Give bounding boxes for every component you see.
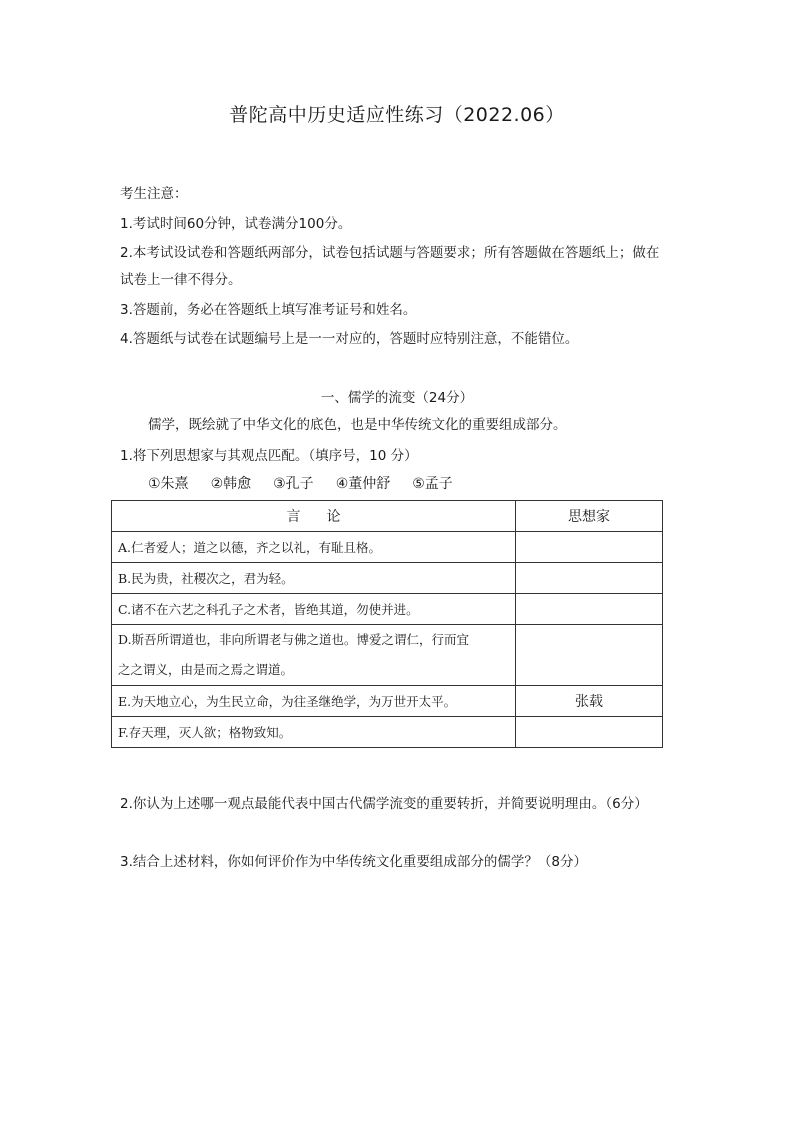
section-intro: 儒学，既绘就了中华文化的底色，也是中华传统文化的重要组成部分。: [148, 417, 567, 433]
quote-cell: F.存天理，灭人欲；格物致知。: [112, 717, 516, 748]
notice-heading: 考生注意：: [120, 186, 188, 202]
table-row: [112, 594, 663, 625]
table-row: [112, 563, 663, 594]
option-2: ②韩愈: [210, 476, 252, 492]
option-4: ④董仲舒: [335, 476, 391, 492]
answer-cell[interactable]: [516, 625, 663, 686]
notice-item-4: 4.答题纸与试卷在试题编号上是一一对应的，答题时应特别注意，不能错位。: [120, 331, 579, 347]
quote-line-2: 之之谓义，由是而之焉之谓道。: [118, 662, 294, 677]
header-quotes: 言论: [112, 501, 516, 532]
notice-item-3: 3.答题前，务必在答题纸上填写准考证号和姓名。: [120, 302, 417, 318]
quote-cell: E.为天地立心，为生民立命，为往圣继绝学，为万世开太平。: [112, 686, 516, 717]
question-1-prompt: 1.将下列思想家与其观点匹配。（填序号，10 分）: [120, 448, 418, 464]
quote-cell: C.诸不在六艺之科孔子之术者，皆绝其道，勿使并进。: [112, 594, 516, 625]
table-row: [112, 625, 663, 686]
thinker-options: [148, 473, 453, 493]
notice-item-2: 2.本考试设试卷和答题纸两部分，试卷包括试题与答题要求；所有答题做在答题纸上；做在: [120, 245, 660, 261]
page-title: 普陀高中历史适应性练习（2022.06）: [229, 104, 565, 126]
answer-cell[interactable]: [516, 563, 663, 594]
notice-item-1: 1.考试时间60分钟，试卷满分100分。: [120, 216, 352, 232]
option-5: ⑤孟子: [412, 476, 453, 492]
answer-cell[interactable]: 张载: [516, 686, 663, 717]
quote-cell: B.民为贵，社稷次之，君为轻。: [112, 563, 516, 594]
quote-cell: A.仁者爱人；道之以德，齐之以礼，有耻且格。: [112, 532, 516, 563]
answer-cell[interactable]: [516, 594, 663, 625]
table-header-row: [112, 501, 663, 532]
option-3: ③孔子: [273, 476, 314, 492]
table-row: [112, 717, 663, 748]
quote-line-1: D.斯吾所谓道也，非向所谓老与佛之道也。博爱之谓仁，行而宜: [118, 632, 470, 647]
table-row: [112, 686, 663, 717]
quote-cell: [112, 625, 516, 686]
question-2: 2.你认为上述哪一观点最能代表中国古代儒学流变的重要转折，并简要说明理由。（6分）: [120, 796, 648, 812]
answer-cell[interactable]: [516, 717, 663, 748]
notice-item-2-cont: 试卷上一律不得分。: [120, 272, 242, 288]
section-title: 一、儒学的流变（24分）: [320, 390, 474, 406]
header-thinker: 思想家: [516, 501, 663, 532]
question-3: 3.结合上述材料，你如何评价作为中华传统文化重要组成部分的儒学？（8分）: [120, 854, 587, 870]
answer-cell[interactable]: [516, 532, 663, 563]
table-row: [112, 532, 663, 563]
matching-table: [111, 500, 663, 748]
option-1: ①朱熹: [148, 476, 189, 492]
